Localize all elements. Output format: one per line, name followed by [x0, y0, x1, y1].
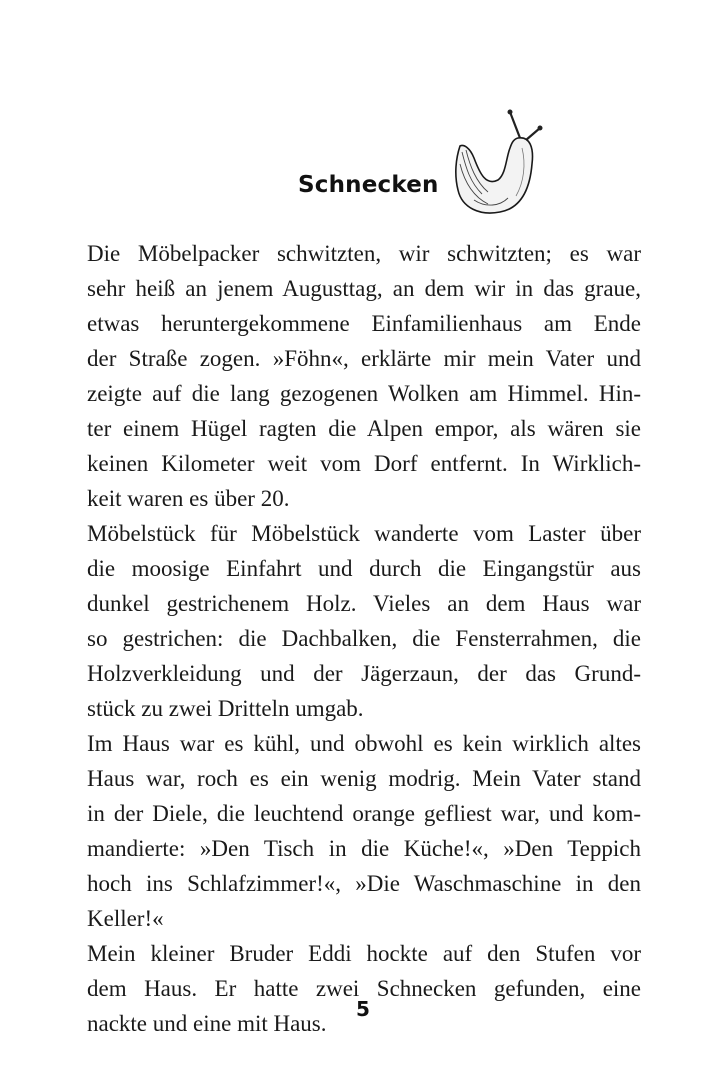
text-line [87, 306, 641, 341]
text-line-content: Möbelstück für Möbelstück wanderte vom Laster über [87, 521, 641, 546]
text-line-content: in der Diele, die leuchtend orange gefliest war, und kom- [87, 801, 641, 826]
text-line [87, 936, 641, 971]
text-line [87, 481, 641, 516]
text-line [87, 446, 641, 481]
text-line [87, 376, 641, 411]
text-line-content: Die Möbelpacker schwitzten, wir schwitzten; es war [87, 241, 641, 266]
body-text [87, 236, 641, 1041]
text-line [87, 796, 641, 831]
text-line-content: Holzverkleidung und der Jägerzaun, der das Grund- [87, 661, 641, 686]
text-line-content: dunkel gestrichenem Holz. Vieles an dem Haus war [87, 591, 641, 616]
paragraph [87, 516, 641, 726]
paragraph [87, 236, 641, 516]
text-line-content: keinen Kilometer weit vom Dorf entfernt. In Wirklich- [87, 451, 641, 476]
text-line-content: nackte und eine mit Haus. [87, 1011, 327, 1036]
text-line-content: etwas heruntergekommene Einfamilienhaus am Ende [87, 311, 641, 336]
text-line-content: hoch ins Schlafzimmer!«, »Die Waschmaschine in den [87, 871, 641, 896]
text-line-content: ter einem Hügel ragten die Alpen empor, als wären sie [87, 416, 641, 441]
slug-illustration-icon [448, 108, 544, 218]
text-line [87, 621, 641, 656]
paragraph [87, 936, 641, 1041]
text-line-content: Im Haus war es kühl, und obwohl es kein wirklich altes [87, 731, 641, 756]
page-number: 5 [356, 997, 370, 1021]
text-line-content: sehr heiß an jenem Augusttag, an dem wir in das graue, [87, 276, 641, 301]
text-line [87, 271, 641, 306]
text-line-content: keit waren es über 20. [87, 486, 290, 511]
text-line [87, 831, 641, 866]
text-line-content: Haus war, roch es ein wenig modrig. Mein Vater stand [87, 766, 641, 791]
text-line-content: zeigte auf die lang gezogenen Wolken am Himmel. Hin- [87, 381, 641, 406]
text-line [87, 411, 641, 446]
text-line-content: Mein kleiner Bruder Eddi hockte auf den Stufen vor [87, 941, 641, 966]
text-line [87, 726, 641, 761]
text-line [87, 516, 641, 551]
text-line-content: Keller!« [87, 906, 164, 931]
text-line-content: dem Haus. Er hatte zwei Schnecken gefunden, eine [87, 976, 641, 1001]
text-line-content: stück zu zwei Dritteln umgab. [87, 696, 364, 721]
text-line [87, 691, 641, 726]
text-line-content: die moosige Einfahrt und durch die Eingangstür aus [87, 556, 641, 581]
text-line-content: der Straße zogen. »Föhn«, erklärte mir mein Vater und [87, 346, 641, 371]
text-line-content: mandierte: »Den Tisch in die Küche!«, »Den Teppich [87, 836, 641, 861]
text-line [87, 586, 641, 621]
text-line [87, 551, 641, 586]
text-line [87, 656, 641, 691]
text-line [87, 761, 641, 796]
chapter-title: Schnecken [298, 172, 439, 198]
text-line [87, 901, 641, 936]
text-line [87, 236, 641, 271]
paragraph [87, 726, 641, 936]
text-line [87, 866, 641, 901]
text-line [87, 341, 641, 376]
text-line-content: so gestrichen: die Dachbalken, die Fensterrahmen, die [87, 626, 641, 651]
